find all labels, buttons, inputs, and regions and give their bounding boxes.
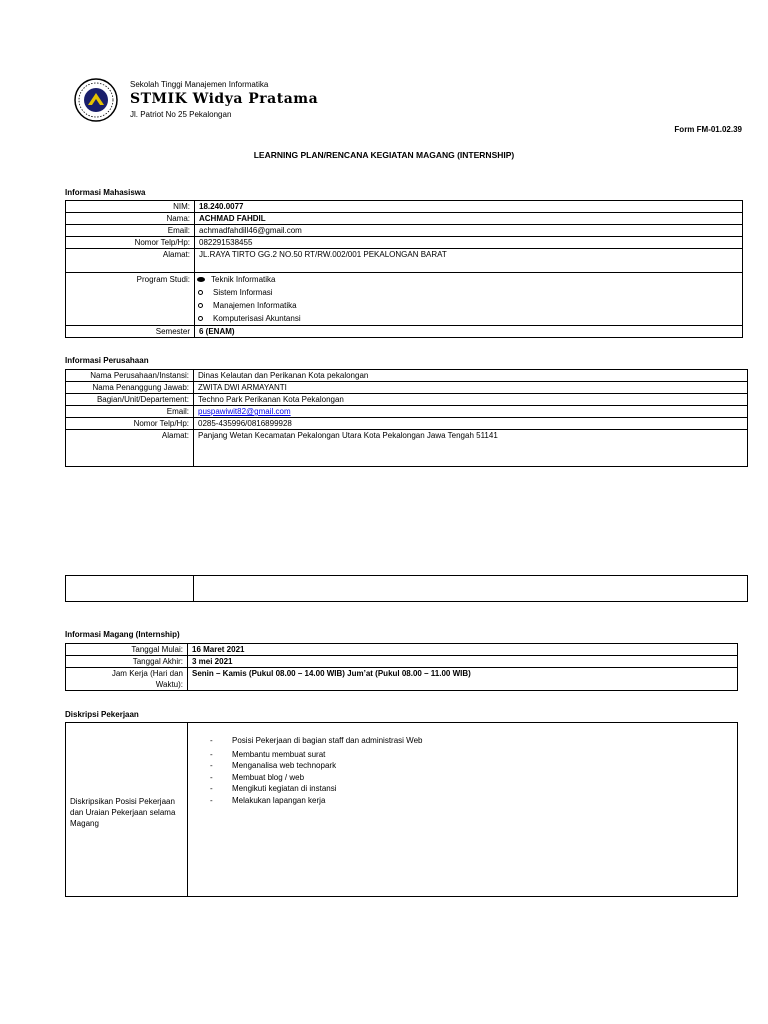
institution-address: Jl. Patriot No 25 Pekalongan	[130, 110, 232, 119]
list-item: - Menganalisa web technopark	[210, 761, 337, 770]
list-item: - Membantu membuat surat	[210, 749, 326, 759]
institution-type: Sekolah Tinggi Manajemen Informatika	[130, 80, 269, 89]
list-item: - Melakukan lapangan kerja	[210, 795, 326, 805]
nama-label: Nama:	[66, 213, 195, 225]
bagian-value: Techno Park Perikanan Kota Pekalongan	[194, 394, 748, 406]
table-row	[66, 249, 743, 273]
perusahaan-nama-label: Nama Perusahaan/Instansi:	[66, 370, 194, 382]
table-row	[66, 644, 738, 656]
semester-value: 6 (ENAM)	[195, 326, 743, 338]
section-title-magang: Informasi Magang (Internship)	[65, 630, 180, 639]
table-row	[66, 406, 748, 418]
selected-bullet-icon	[197, 277, 205, 282]
mulai-label: Tanggal Mulai:	[66, 644, 188, 656]
table-row	[66, 326, 743, 338]
perusahaan-telp-value: 0285-435996/0816899928	[194, 418, 748, 430]
perusahaan-nama-value: Dinas Kelautan dan Perikanan Kota pekalongan	[194, 370, 748, 382]
prodi-label: Program Studi:	[66, 273, 195, 326]
table-row	[66, 382, 748, 394]
pekerjaan-list	[192, 735, 733, 806]
nim-label: NIM:	[66, 201, 195, 213]
email-value: achmadfahdill46@gmail.com	[195, 225, 743, 237]
email-label: Email:	[66, 225, 195, 237]
akhir-value: 3 mei 2021	[188, 656, 738, 668]
list-item: - Membuat blog / web	[210, 772, 305, 782]
table-row	[66, 576, 748, 602]
section-title-perusahaan: Informasi Perusahaan	[65, 356, 149, 365]
table-row	[66, 237, 743, 249]
prodi-option: Komputerisasi Akuntansi	[197, 312, 738, 325]
unselected-bullet-icon	[198, 316, 203, 321]
perusahaan-alamat-value: Panjang Wetan Kecamatan Pekalongan Utara Kota Pekalongan Jawa Tengah 51141	[194, 430, 748, 467]
table-row	[66, 201, 743, 213]
pj-label: Nama Penanggung Jawab:	[66, 382, 194, 394]
table-row	[66, 723, 738, 897]
list-item: - Mengikuti kegiatan di instansi	[210, 784, 337, 793]
mahasiswa-table	[65, 200, 743, 338]
empty-table	[65, 575, 748, 602]
unselected-bullet-icon	[198, 290, 203, 295]
pekerjaan-table	[65, 722, 738, 897]
prodi-options	[195, 273, 743, 326]
document-title: LEARNING PLAN/RENCANA KEGIATAN MAGANG (INTERNSHIP)	[253, 150, 515, 160]
table-row	[66, 273, 743, 326]
institution-logo	[74, 78, 118, 122]
section-title-pekerjaan: Diskripsi Pekerjaan	[65, 710, 139, 719]
form-code: Form FM-01.02.39	[674, 125, 742, 134]
jam-value: Senin – Kamis (Pukul 08.00 – 14.00 WIB) Jum’at (Pukul 08.00 – 11.00 WIB)	[188, 668, 738, 691]
nim-value: 18.240.0077	[195, 201, 743, 213]
list-item: - Posisi Pekerjaan di bagian staff dan administrasi Web	[210, 736, 423, 745]
perusahaan-alamat-label: Alamat:	[66, 430, 194, 467]
nama-value: ACHMAD FAHDIL	[195, 213, 743, 225]
magang-table	[65, 643, 738, 691]
table-row	[66, 418, 748, 430]
jam-label: Jam Kerja (Hari dan Waktu):	[66, 668, 188, 691]
akhir-label: Tanggal Akhir:	[66, 656, 188, 668]
telp-label: Nomor Telp/Hp:	[66, 237, 195, 249]
telp-value: 082291538455	[195, 237, 743, 249]
pekerjaan-label: Diskripsikan Posisi Pekerjaan dan Uraian Pekerjaan selama Magang	[66, 723, 188, 897]
prodi-option: Manajemen Informatika	[197, 299, 738, 312]
table-row	[66, 668, 738, 691]
table-row	[66, 370, 748, 382]
bagian-label: Bagian/Unit/Departement:	[66, 394, 194, 406]
prodi-option: Sistem Informasi	[197, 286, 738, 299]
perusahaan-email-label: Email:	[66, 406, 194, 418]
institution-name: STMIK Widya Pratama	[130, 91, 319, 107]
perusahaan-table	[65, 369, 748, 467]
section-title-mahasiswa: Informasi Mahasiswa	[65, 188, 146, 197]
semester-label: Semester	[66, 326, 195, 338]
table-row	[66, 213, 743, 225]
alamat-label: Alamat:	[66, 249, 195, 273]
perusahaan-telp-label: Nomor Telp/Hp:	[66, 418, 194, 430]
table-row	[66, 394, 748, 406]
perusahaan-email-link[interactable]: puspawiwit82@gmail.com	[198, 407, 291, 416]
empty-cell	[194, 576, 748, 602]
unselected-bullet-icon	[198, 303, 203, 308]
empty-cell	[66, 576, 194, 602]
table-row	[66, 225, 743, 237]
pj-value: ZWITA DWI ARMAYANTI	[194, 382, 748, 394]
table-row	[66, 656, 738, 668]
table-row	[66, 430, 748, 467]
prodi-option: Teknik Informatika	[197, 273, 738, 286]
alamat-value: JL.RAYA TIRTO GG.2 NO.50 RT/RW.002/001 PEKALONGAN BARAT	[195, 249, 743, 273]
mulai-value: 16 Maret 2021	[188, 644, 738, 656]
